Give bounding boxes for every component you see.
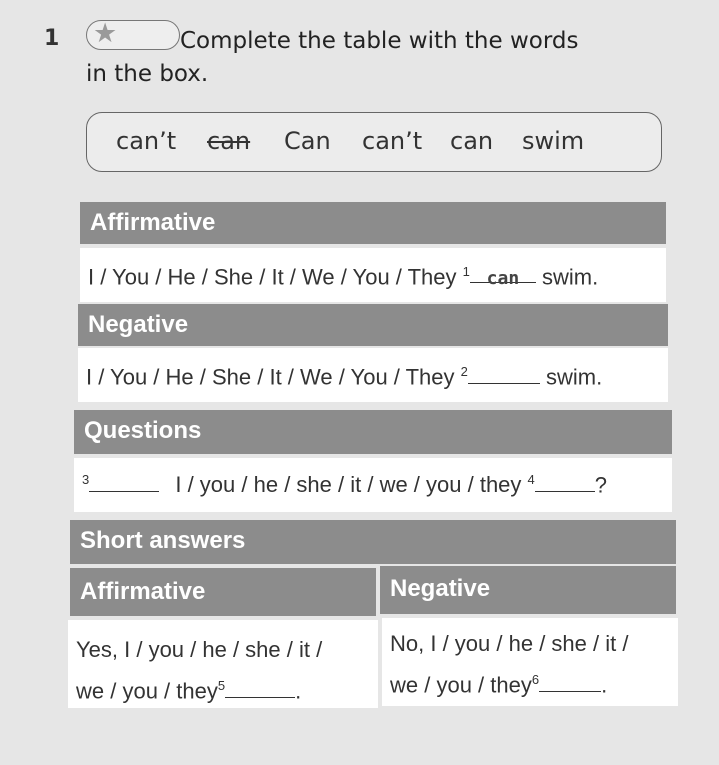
answer-blank[interactable] bbox=[535, 473, 595, 492]
negative-header: Negative bbox=[78, 304, 668, 346]
answer-blank[interactable] bbox=[468, 365, 540, 384]
question-mark: ? bbox=[594, 472, 608, 498]
gap-number: 6 bbox=[531, 672, 540, 687]
instruction-line-1: Complete the table with the words bbox=[180, 28, 579, 54]
short-affirmative-line-2: we / you / they$^5$ . bbox=[76, 678, 302, 704]
answer-blank[interactable] bbox=[470, 264, 536, 290]
short-affirmative-cell bbox=[68, 620, 378, 708]
gap-number: 4 bbox=[527, 472, 535, 487]
short-answers-header: Short answers bbox=[70, 520, 676, 564]
short-negative-cell bbox=[382, 618, 678, 706]
word-box-item: swim bbox=[522, 127, 585, 155]
questions-subjects: I / you / he / she / it / we / you / they bbox=[175, 472, 522, 498]
negative-ending: swim. bbox=[546, 364, 603, 390]
gap-number: 1 bbox=[462, 264, 470, 279]
word-box-item: can’t bbox=[362, 127, 423, 155]
short-negative-line-1: No, I / you / he / she / it / bbox=[390, 631, 629, 656]
star-icon: ★ bbox=[93, 18, 118, 49]
exercise-number: 1 bbox=[44, 26, 60, 51]
negative-subjects: I / You / He / She / It / We / You / They bbox=[86, 364, 455, 390]
short-affirmative-line-1: Yes, I / you / he / she / it / bbox=[76, 637, 323, 662]
affirmative-ending: swim. bbox=[542, 264, 599, 290]
affirmative-header: Affirmative bbox=[80, 202, 666, 244]
gap-number: 5 bbox=[217, 678, 226, 693]
example-answer: can bbox=[486, 268, 520, 290]
difficulty-badge bbox=[86, 20, 180, 50]
short-affirmative-header: Affirmative bbox=[70, 568, 376, 616]
word-box-item: can bbox=[450, 127, 494, 155]
word-box-item: can’t bbox=[116, 127, 177, 155]
affirmative-row bbox=[80, 248, 666, 302]
questions-header: Questions bbox=[74, 410, 672, 454]
word-box bbox=[86, 112, 662, 172]
instruction-line-2: in the box. bbox=[86, 61, 209, 87]
affirmative-subjects: I / You / He / She / It / We / You / They bbox=[88, 264, 457, 290]
short-negative-line-2: we / you / they$^6$ . bbox=[390, 672, 608, 698]
questions-row bbox=[74, 458, 672, 512]
gap-number: 3 bbox=[82, 472, 90, 487]
gap-number: 2 bbox=[460, 364, 468, 379]
word-box-item-crossed: can bbox=[207, 127, 251, 155]
answer-blank[interactable] bbox=[89, 473, 159, 492]
short-negative-header: Negative bbox=[380, 566, 676, 614]
negative-row bbox=[78, 348, 668, 402]
word-box-item: Can bbox=[284, 127, 331, 155]
answer-blank[interactable] bbox=[539, 673, 601, 692]
answer-blank[interactable] bbox=[225, 679, 295, 698]
